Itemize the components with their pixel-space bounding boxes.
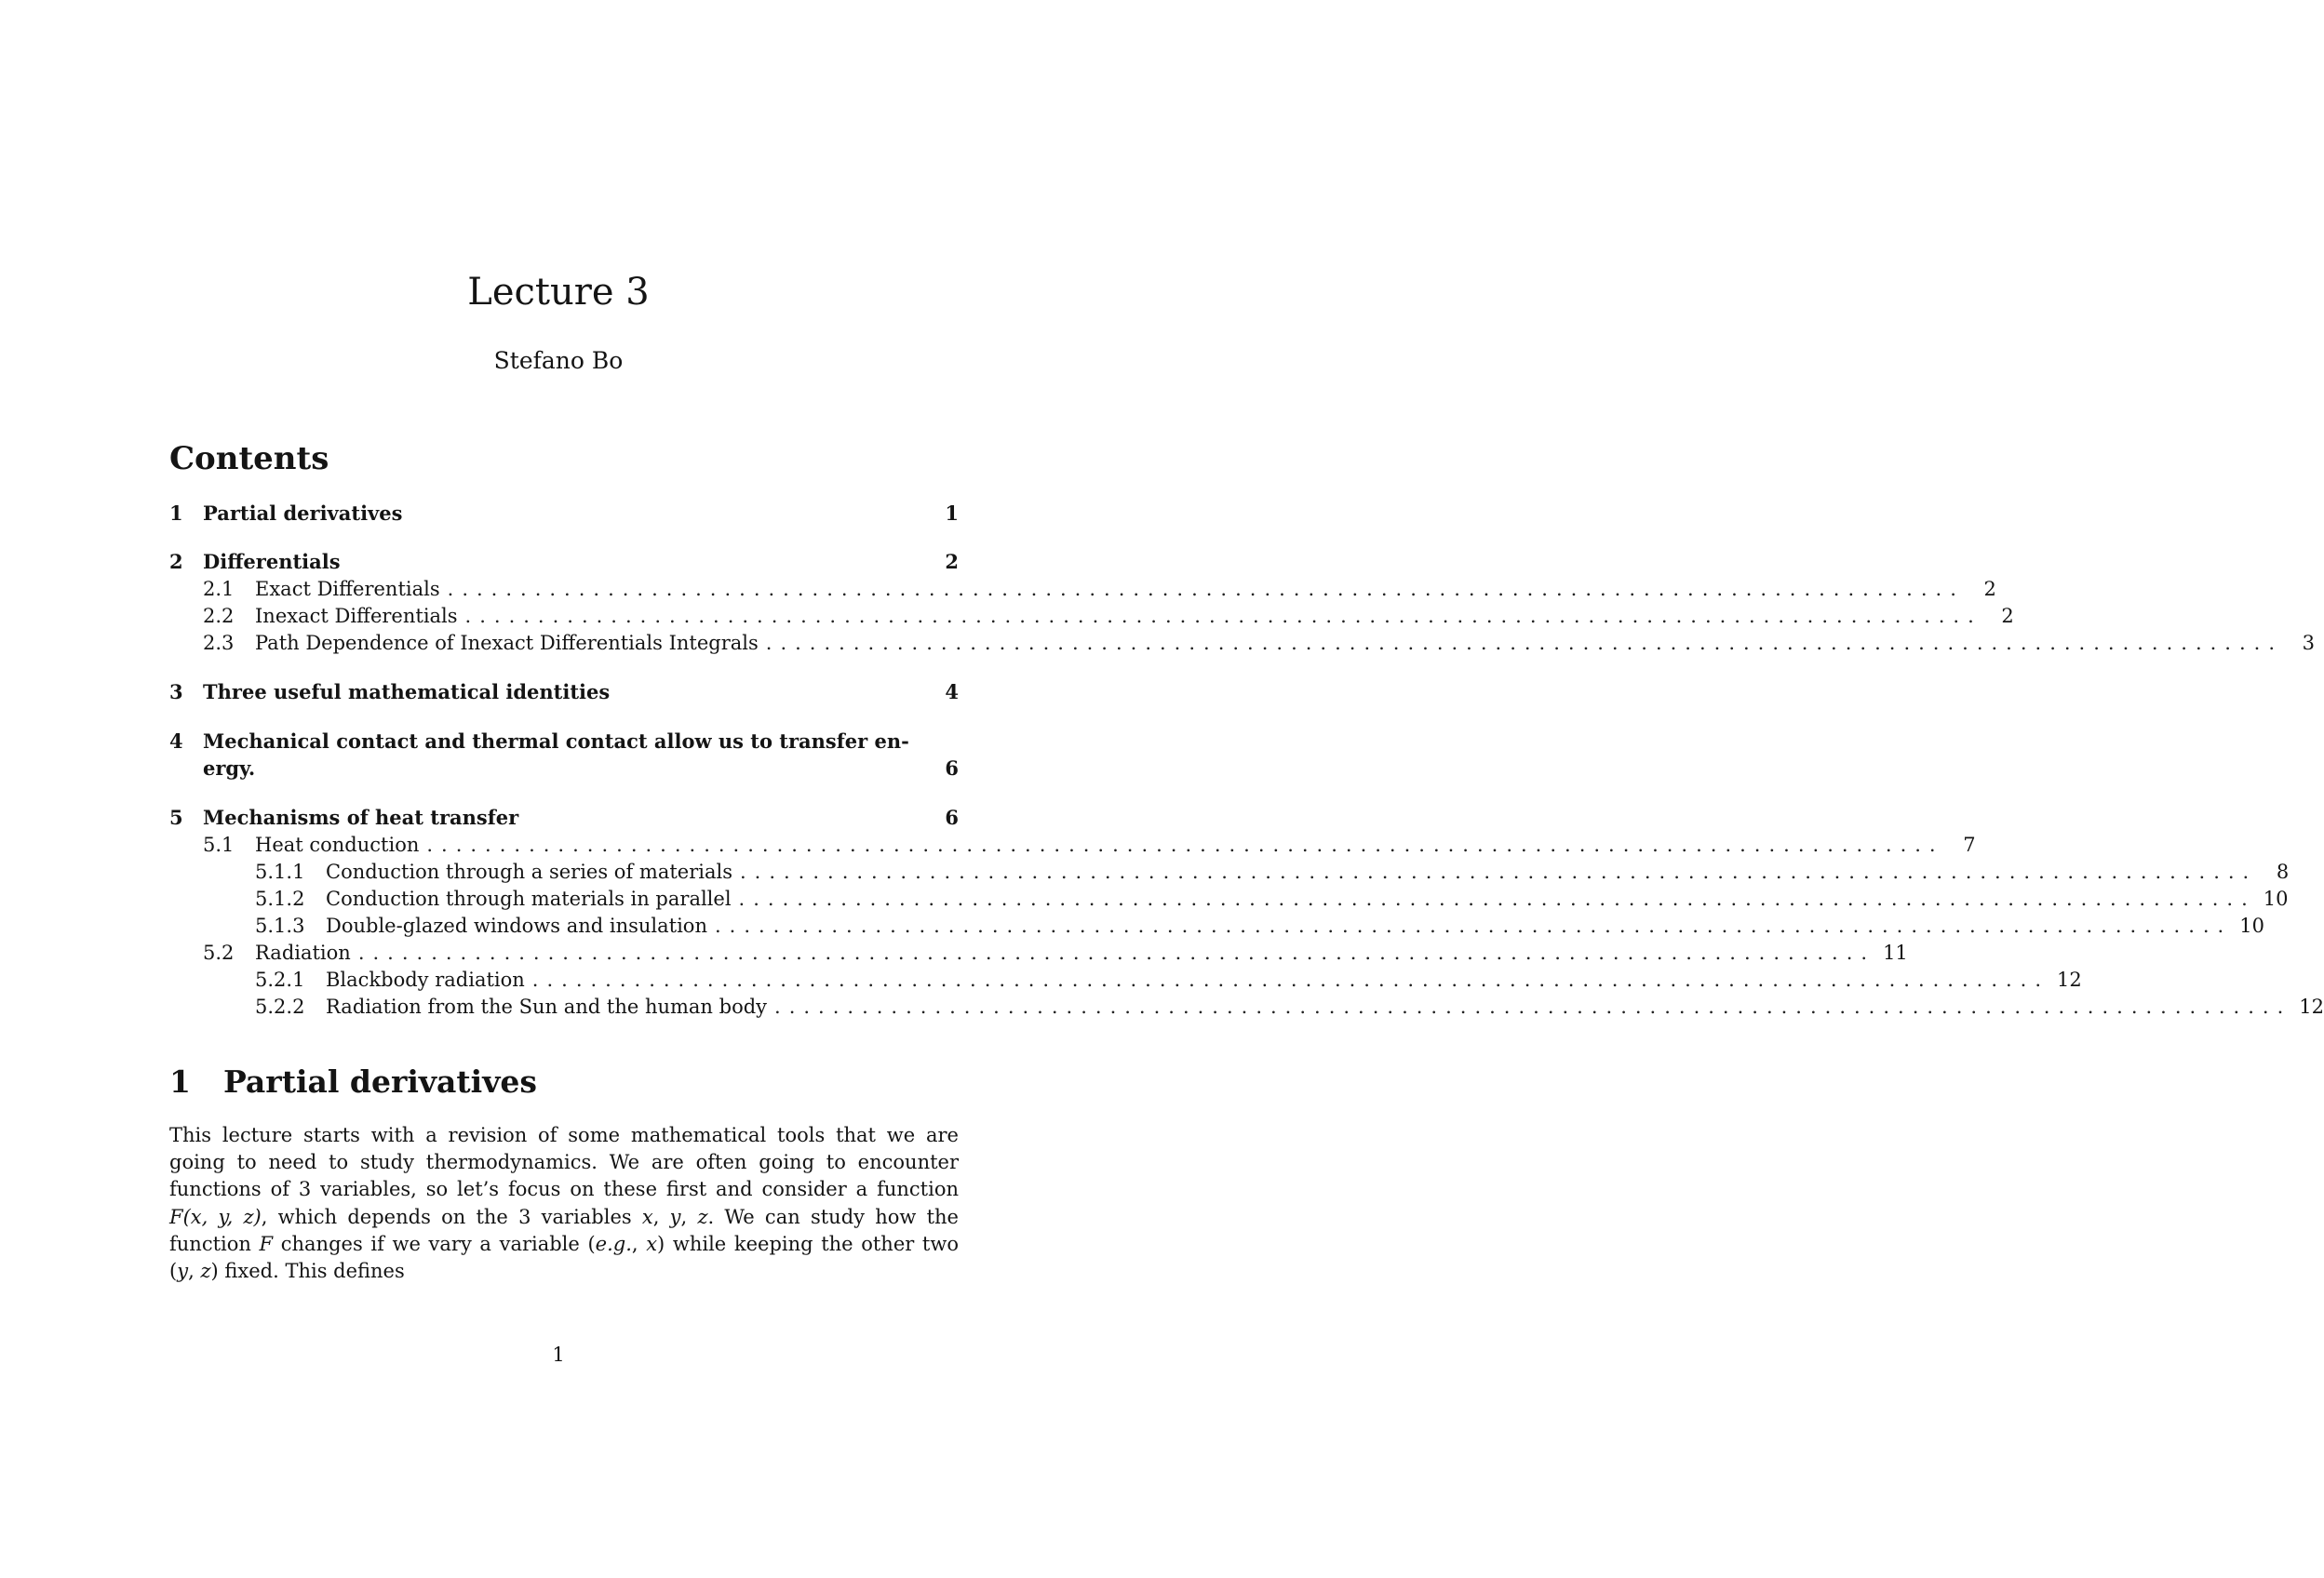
text-run: This lecture starts with a revision of some mathematical tools that we are going to need to study thermodynamics. We are often going to encounter functions of 3 variables, so let’s focus on these first and consider a function xyxy=(169,1124,959,1201)
toc-title: Differentials xyxy=(203,550,341,573)
toc-entry-5-1[interactable] xyxy=(203,831,1976,859)
toc-page: 3 xyxy=(2302,632,2315,654)
math-run: x xyxy=(641,1205,653,1228)
toc-title: Radiation xyxy=(255,942,351,964)
toc-number: 1 xyxy=(169,501,183,525)
toc-title: Three useful mathematical identities xyxy=(203,680,611,703)
toc-entry-5[interactable] xyxy=(169,804,959,832)
math-run: y xyxy=(177,1260,189,1283)
toc-entry-4-continued[interactable] xyxy=(169,755,959,782)
toc-number: 2.1 xyxy=(203,578,235,600)
toc-number: 4 xyxy=(169,729,183,753)
toc-number: 5.1.2 xyxy=(255,888,305,910)
toc-leader-dots: ........................................................................................................ xyxy=(739,861,2258,883)
toc-leader-dots: ........................................................................................................ xyxy=(774,996,2292,1018)
section-number: 1 xyxy=(169,1063,191,1100)
toc-entry-5-2-1[interactable] xyxy=(255,966,2082,994)
author-name: Stefano Bo xyxy=(493,347,624,374)
toc-number: 2.3 xyxy=(203,632,235,654)
toc-title: Blackbody radiation xyxy=(326,969,525,991)
math-run: F xyxy=(259,1232,274,1255)
toc-page: 2 xyxy=(1983,578,1996,600)
toc-number: 5.1.1 xyxy=(255,861,305,883)
text-run: ) while keeping the other two ( xyxy=(169,1232,959,1283)
toc-page: 7 xyxy=(1963,834,1976,856)
math-run: y xyxy=(669,1205,681,1228)
toc-leader-dots: ........................................................................................................ xyxy=(357,942,1876,964)
toc-leader-dots: ........................................................................................................ xyxy=(765,632,2283,654)
toc-leader-dots: ........................................................................................................ xyxy=(738,888,2256,910)
toc-entry-1[interactable] xyxy=(169,500,959,528)
text-run: , which depends on the 3 variables xyxy=(261,1205,642,1228)
math-run: e.g. xyxy=(595,1232,632,1255)
toc-leader-dots: ........................................................................................................ xyxy=(714,915,2233,937)
toc-entry-5-1-2[interactable] xyxy=(255,885,2289,913)
toc-entry-2-3[interactable] xyxy=(203,629,2315,657)
toc-title: Conduction through materials in parallel xyxy=(326,888,732,910)
toc-number: 2.2 xyxy=(203,605,235,627)
toc-page: 12 xyxy=(2299,996,2324,1018)
toc-leader-dots: ........................................................................................................ xyxy=(464,605,1982,627)
toc-title: Heat conduction xyxy=(255,834,420,856)
toc-leader-dots: ........................................................................................................ xyxy=(426,834,1944,856)
text-run: , xyxy=(680,1205,698,1228)
toc-page: 2 xyxy=(945,550,959,573)
toc-page: 1 xyxy=(945,501,959,525)
toc-number: 5.2.2 xyxy=(255,996,305,1018)
toc-page: 10 xyxy=(2239,915,2264,937)
toc-entry-3[interactable] xyxy=(169,678,959,706)
toc-page: 8 xyxy=(2276,861,2290,883)
page-number: 1 xyxy=(552,1344,565,1366)
toc-number: 5.2.1 xyxy=(255,969,305,991)
toc-entry-2[interactable] xyxy=(169,548,959,576)
toc-number: 5 xyxy=(169,806,183,829)
math-run: x xyxy=(646,1232,658,1255)
contents-heading: Contents xyxy=(169,440,329,477)
table-of-contents xyxy=(169,0,2324,1578)
toc-page: 6 xyxy=(945,806,959,829)
toc-title: Conduction through a series of materials xyxy=(326,861,732,883)
toc-entry-5-1-1[interactable] xyxy=(255,858,2290,886)
text-run: , xyxy=(188,1260,201,1283)
toc-page: 11 xyxy=(1883,942,1908,964)
section-paragraph xyxy=(169,1122,959,1285)
toc-number: 5.1.3 xyxy=(255,915,305,937)
toc-title: Partial derivatives xyxy=(203,501,403,525)
section-title: Partial derivatives xyxy=(223,1063,537,1100)
toc-number: 2 xyxy=(169,550,183,573)
toc-entry-5-2[interactable] xyxy=(203,939,1908,967)
toc-entry-5-1-3[interactable] xyxy=(255,912,2264,940)
text-run: changes if we vary a variable ( xyxy=(273,1232,596,1255)
section-heading xyxy=(169,1063,537,1102)
toc-entry-2-2[interactable] xyxy=(203,602,2014,630)
text-run: , xyxy=(631,1232,647,1255)
math-run: F(x, y, z) xyxy=(169,1205,262,1228)
toc-entry-5-2-2[interactable] xyxy=(255,993,2324,1021)
toc-entry-2-1[interactable] xyxy=(203,575,1996,603)
toc-page: 6 xyxy=(945,756,959,780)
toc-number: 5.2 xyxy=(203,942,235,964)
text-run: . We can study how the function xyxy=(169,1205,959,1255)
math-run: z xyxy=(200,1260,211,1283)
toc-entry-4[interactable] xyxy=(169,728,959,756)
math-run: z xyxy=(697,1205,708,1228)
toc-page: 10 xyxy=(2263,888,2289,910)
toc-title: Inexact Differentials xyxy=(255,605,458,627)
toc-title-continued: ergy. xyxy=(203,756,256,780)
toc-page: 4 xyxy=(945,680,959,703)
toc-title: Exact Differentials xyxy=(255,578,440,600)
toc-leader-dots: ........................................................................................................ xyxy=(447,578,1965,600)
toc-title: Path Dependence of Inexact Differentials Integrals xyxy=(255,632,759,654)
toc-number: 3 xyxy=(169,680,183,703)
toc-title: Mechanical contact and thermal contact allow us to transfer en- xyxy=(203,729,909,753)
toc-leader-dots: ........................................................................................................ xyxy=(531,969,2050,991)
toc-page: 12 xyxy=(2057,969,2082,991)
toc-title: Double-glazed windows and insulation xyxy=(326,915,707,937)
text-run: ) fixed. This defines xyxy=(210,1260,405,1283)
toc-page: 2 xyxy=(2001,605,2014,627)
toc-number: 5.1 xyxy=(203,834,235,856)
text-run: , xyxy=(652,1205,670,1228)
document-title: Lecture 3 xyxy=(467,271,650,314)
toc-title: Mechanisms of heat transfer xyxy=(203,806,519,829)
toc-title: Radiation from the Sun and the human body xyxy=(326,996,768,1018)
